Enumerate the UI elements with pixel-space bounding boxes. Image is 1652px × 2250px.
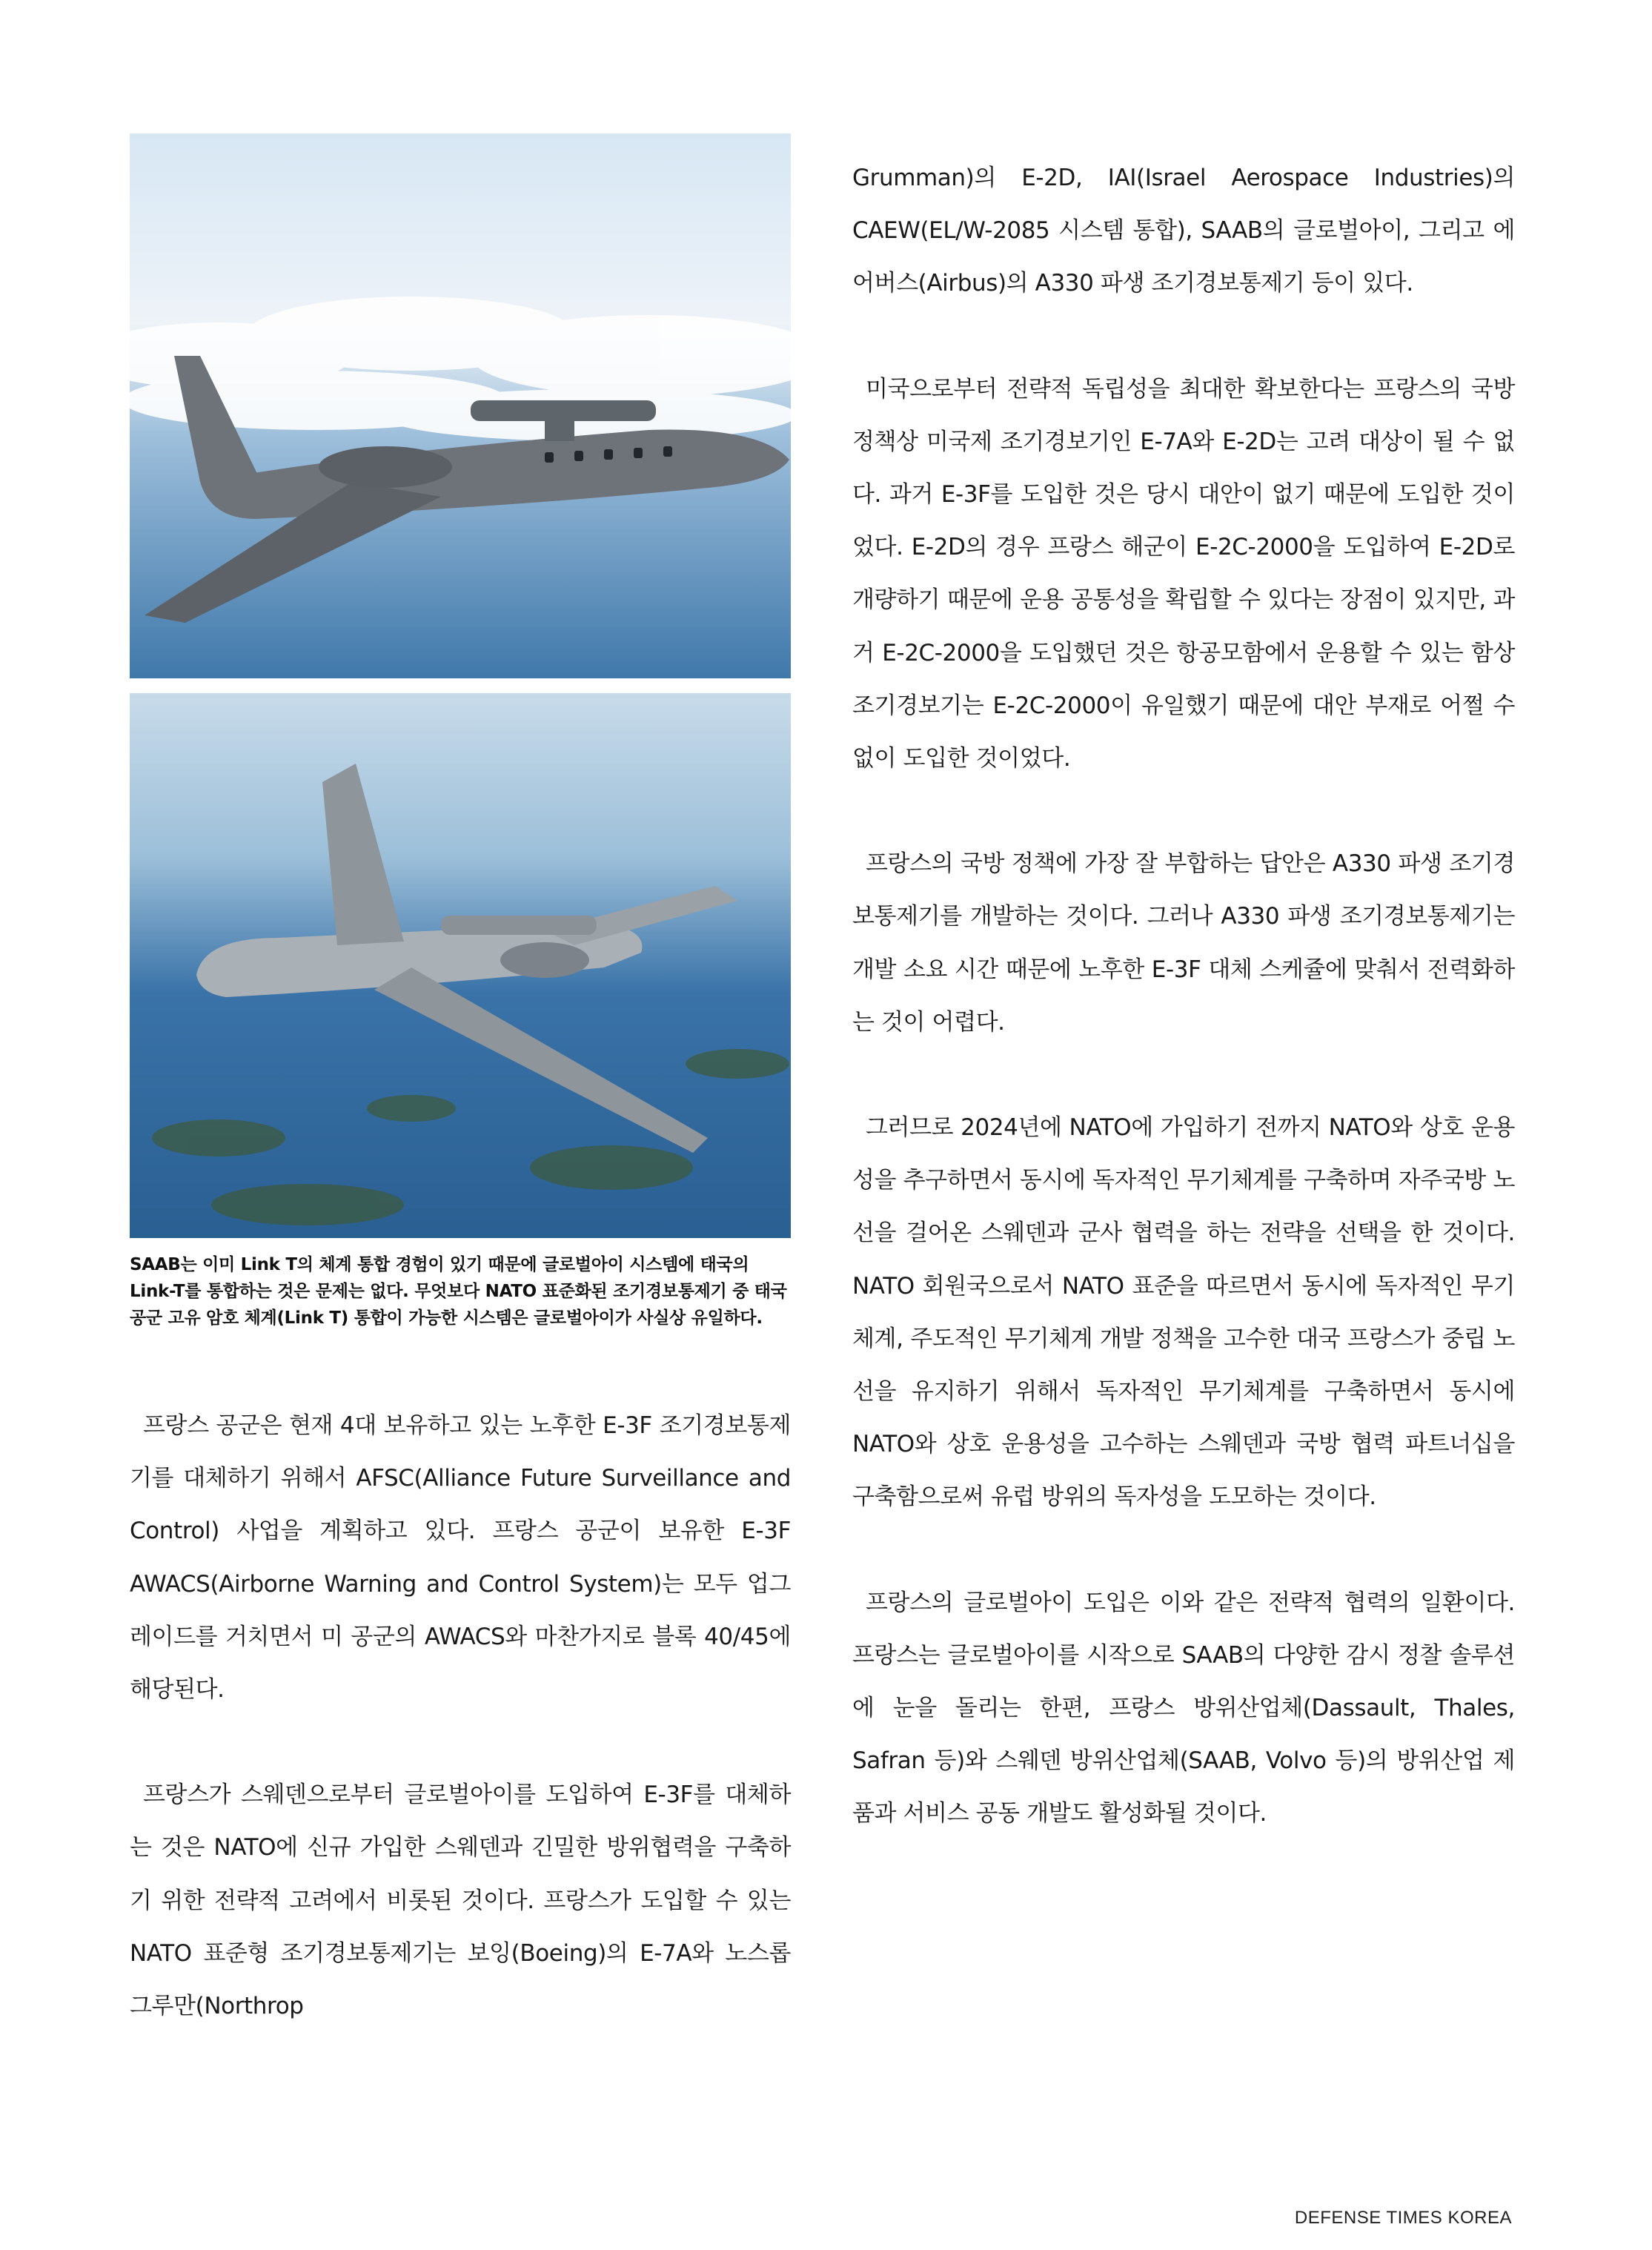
right-paragraph-4: 그러므로 2024년에 NATO에 가입하기 전까지 NATO와 상호 운용성을 추구하면서 동시에 독자적인 무기체계를 구축하며 자주국방 노선을 걸어온 스웨덴과 군사 협력을 하는 전략을 선택을 한 것이다. NATO 회원국으로서 NATO 표준을 따르면서 동시에 독자적인 무기체계, 주도적인 무기체계 개발 정책을 고수한 대국 프랑스가 중립 노선을 유지하기 위해서 독자적인 무기체계를 구축하면서 동시에 NATO와 상호 운용성을 고수하는 스웨덴과 국방 협력 파트너십을 구축함으로써 유럽 방위의 독자성을 도모하는 것이다.: [852, 1114, 1515, 1511]
left-column: [130, 133, 791, 2033]
left-paragraph-1: 프랑스 공군은 현재 4대 보유하고 있는 노후한 E-3F 조기경보통제기를 대체하기 위해서 AFSC(Alliance Future Surveillance and Control) 사업을 계획하고 있다. 프랑스 공군이 보유한 E-3F AWACS(Airborne Warning and Control System)는 모두 업그레이드를 거치면서 미 공군의 AWACS와 마찬가지로 블록 40/45에 해당된다.: [130, 1412, 791, 1704]
publication-footer: DEFENSE TIMES KOREA: [1294, 2208, 1512, 2228]
right-paragraph-5: 프랑스의 글로벌아이 도입은 이와 같은 전략적 협력의 일환이다. 프랑스는 글로벌아이를 시작으로 SAAB의 다양한 감시 정찰 솔루션에 눈을 돌리는 한편, 프랑스 방위산업체(Dassault, Thales, Safran 등)와 스웨덴 방위산업체(SAAB, Volvo 등)의 방위산업 제품과 서비스 공동 개발도 활성화될 것이다.: [852, 1589, 1515, 1827]
aircraft-photo-top: [130, 133, 791, 678]
aircraft-photo-bottom: [130, 693, 791, 1238]
right-paragraph-1: Grumman)의 E-2D, IAI(Israel Aerospace Industries)의 CAEW(EL/W-2085 시스템 통합), SAAB의 글로벌아이, 그리고 에어버스(Airbus)의 A330 파생 조기경보통제기 등이 있다.: [852, 165, 1515, 297]
right-paragraph-3: 프랑스의 국방 정책에 가장 잘 부합하는 답안은 A330 파생 조기경보통제기를 개발하는 것이다. 그러나 A330 파생 조기경보통제기는 개발 소요 시간 때문에 노후한 E-3F 대체 스케쥴에 맞춰서 전력화하는 것이 어렵다.: [852, 850, 1515, 1036]
right-paragraph-2: 미국으로부터 전략적 독립성을 최대한 확보한다는 프랑스의 국방 정책상 미국제 조기경보기인 E-7A와 E-2D는 고려 대상이 될 수 없다. 과거 E-3F를 도입한 것은 당시 대안이 없기 때문에 도입한 것이었다. E-2D의 경우 프랑스 해군이 E-2C-2000을 도입하여 E-2D로 개량하기 때문에 운용 공통성을 확립할 수 있다는 장점이 있지만, 과거 E-2C-2000을 도입했던 것은 항공모함에서 운용할 수 있는 함상 조기경보기는 E-2C-2000이 유일했기 때문에 대안 부재로 어쩔 수 없이 도입한 것이었다.: [852, 375, 1515, 772]
left-paragraph-2: 프랑스가 스웨덴으로부터 글로벌아이를 도입하여 E-3F를 대체하는 것은 NATO에 신규 가입한 스웨덴과 긴밀한 방위협력을 구축하기 위한 전략적 고려에서 비롯된 것이다. 프랑스가 도입할 수 있는 NATO 표준형 조기경보통제기는 보잉(Boeing)의 E-7A와 노스롭 그루만(Northrop: [130, 1781, 791, 2020]
aircraft-photo-bottom-graphic: [130, 693, 791, 1238]
right-column: [852, 152, 1515, 1841]
photo-caption: SAAB는 이미 Link T의 체계 통합 경험이 있기 때문에 글로벌아이 시스템에 태국의 Link-T를 통합하는 것은 문제는 없다. 무엇보다 NATO 표준화된 조기경보통제기 중 태국 공군 고유 암호 체계(Link T) 통합이 가능한 시스템은 글로벌아이가 사실상 유일하다.: [130, 1255, 787, 1328]
aircraft-photo-top-graphic: [130, 133, 791, 678]
